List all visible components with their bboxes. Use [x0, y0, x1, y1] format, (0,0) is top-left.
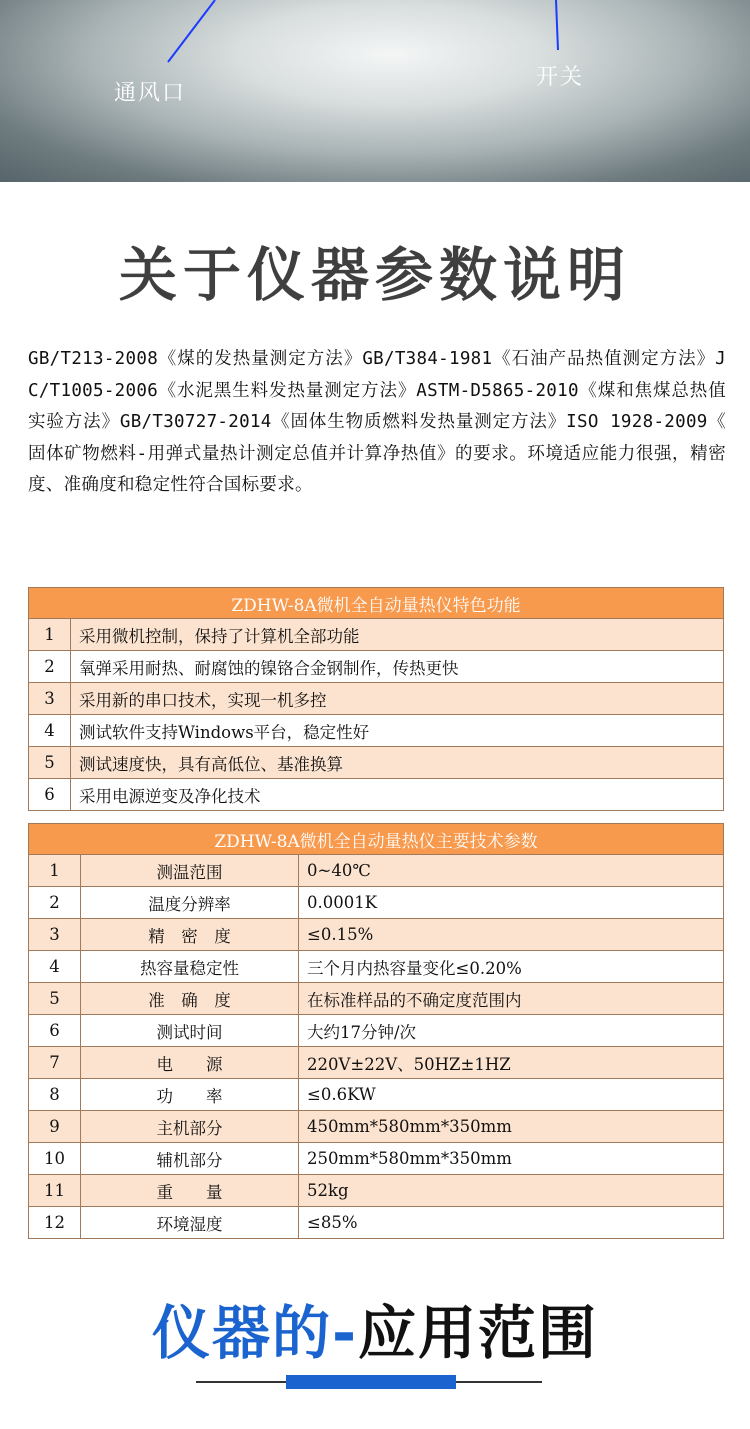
feature-number: 4	[29, 715, 71, 747]
vent-label: 通风口	[114, 81, 187, 106]
param-number: 1	[29, 855, 81, 887]
param-number: 5	[29, 983, 81, 1015]
param-name: 电 源	[81, 1047, 299, 1079]
feature-text: 采用电源逆变及净化技术	[71, 779, 724, 811]
feature-row	[29, 747, 724, 779]
feature-number: 2	[29, 651, 71, 683]
param-value: 0~40℃	[299, 855, 724, 887]
param-name: 功 率	[81, 1079, 299, 1111]
intro-paragraph: GB/T213-2008《煤的发热量测定方法》GB/T384-1981《石油产品热值测定方法》JC/T1005-2006《水泥黑生料发热量测定方法》ASTM-D5865-2010《煤和焦煤总热值实验方法》GB/T30727-2014《固体生物质燃料发热量测定方法》ISO 1928-2009《 固体矿物燃料-用弹式量热计测定总值并计算净热值》的要求。环境适应能力很强，精密度、准确度和稳定性符合国标要求。	[28, 349, 726, 495]
feature-text: 采用微机控制，保持了计算机全部功能	[71, 619, 724, 651]
param-name: 精 密 度	[81, 919, 299, 951]
params-table-header: ZDHW-8A微机全自动量热仪主要技术参数	[29, 824, 724, 855]
param-row	[29, 1079, 724, 1111]
param-number: 6	[29, 1015, 81, 1047]
param-value: 大约17分钟/次	[299, 1015, 724, 1047]
param-row	[29, 919, 724, 951]
param-value: 450mm*580mm*350mm	[299, 1111, 724, 1143]
param-row	[29, 1015, 724, 1047]
param-name: 准 确 度	[81, 983, 299, 1015]
param-row	[29, 983, 724, 1015]
param-row	[29, 887, 724, 919]
feature-row	[29, 619, 724, 651]
param-row	[29, 1175, 724, 1207]
vent-pointer-line	[168, 0, 215, 62]
applications-title-blue: 仪器的-	[151, 1299, 359, 1367]
param-value: 0.0001K	[299, 887, 724, 919]
param-row	[29, 951, 724, 983]
feature-row	[29, 715, 724, 747]
applications-title-dark: 应用范围	[358, 1299, 599, 1367]
param-name: 测温范围	[81, 855, 299, 887]
feature-number: 3	[29, 683, 71, 715]
param-value: 在标准样品的不确定度范围内	[299, 983, 724, 1015]
switch-label: 开关	[536, 65, 585, 90]
param-number: 12	[29, 1207, 81, 1239]
feature-row	[29, 779, 724, 811]
param-number: 8	[29, 1079, 81, 1111]
param-name: 重 量	[81, 1175, 299, 1207]
param-value: 三个月内热容量变化≤0.20%	[299, 951, 724, 983]
params-table	[28, 823, 724, 1239]
feature-number: 5	[29, 747, 71, 779]
param-name: 主机部分	[81, 1111, 299, 1143]
param-value: ≤0.15%	[299, 919, 724, 951]
param-number: 3	[29, 919, 81, 951]
feature-text: 测试软件支持Windows平台，稳定性好	[71, 715, 724, 747]
param-number: 7	[29, 1047, 81, 1079]
features-table-header: ZDHW-8A微机全自动量热仪特色功能	[29, 588, 724, 619]
param-number: 11	[29, 1175, 81, 1207]
feature-text: 测试速度快，具有高低位、基准换算	[71, 747, 724, 779]
section-title-applications	[0, 1286, 750, 1370]
feature-row	[29, 683, 724, 715]
param-value: 52kg	[299, 1175, 724, 1207]
param-row	[29, 1047, 724, 1079]
param-value: ≤0.6KW	[299, 1079, 724, 1111]
param-row	[29, 855, 724, 887]
switch-pointer-line	[556, 0, 558, 50]
param-name: 环境湿度	[81, 1207, 299, 1239]
param-number: 2	[29, 887, 81, 919]
param-name: 辅机部分	[81, 1143, 299, 1175]
feature-text: 氧弹采用耐热、耐腐蚀的镍铬合金钢制作，传热更快	[71, 651, 724, 683]
param-name: 热容量稳定性	[81, 951, 299, 983]
param-number: 9	[29, 1111, 81, 1143]
param-value: ≤85%	[299, 1207, 724, 1239]
feature-text: 采用新的串口技术，实现一机多控	[71, 683, 724, 715]
param-number: 4	[29, 951, 81, 983]
param-row	[29, 1207, 724, 1239]
hero-image	[0, 0, 750, 182]
feature-number: 6	[29, 779, 71, 811]
param-row	[29, 1143, 724, 1175]
param-number: 10	[29, 1143, 81, 1175]
param-row	[29, 1111, 724, 1143]
feature-number: 1	[29, 619, 71, 651]
param-name: 温度分辨率	[81, 887, 299, 919]
feature-row	[29, 651, 724, 683]
param-name: 测试时间	[81, 1015, 299, 1047]
param-value: 220V±22V、50HZ±1HZ	[299, 1047, 724, 1079]
param-value: 250mm*580mm*350mm	[299, 1143, 724, 1175]
title-accent-bar	[286, 1375, 456, 1389]
section-title-parameters: 关于仪器参数说明	[118, 241, 631, 309]
pointer-lines	[0, 0, 750, 182]
features-table	[28, 587, 724, 811]
